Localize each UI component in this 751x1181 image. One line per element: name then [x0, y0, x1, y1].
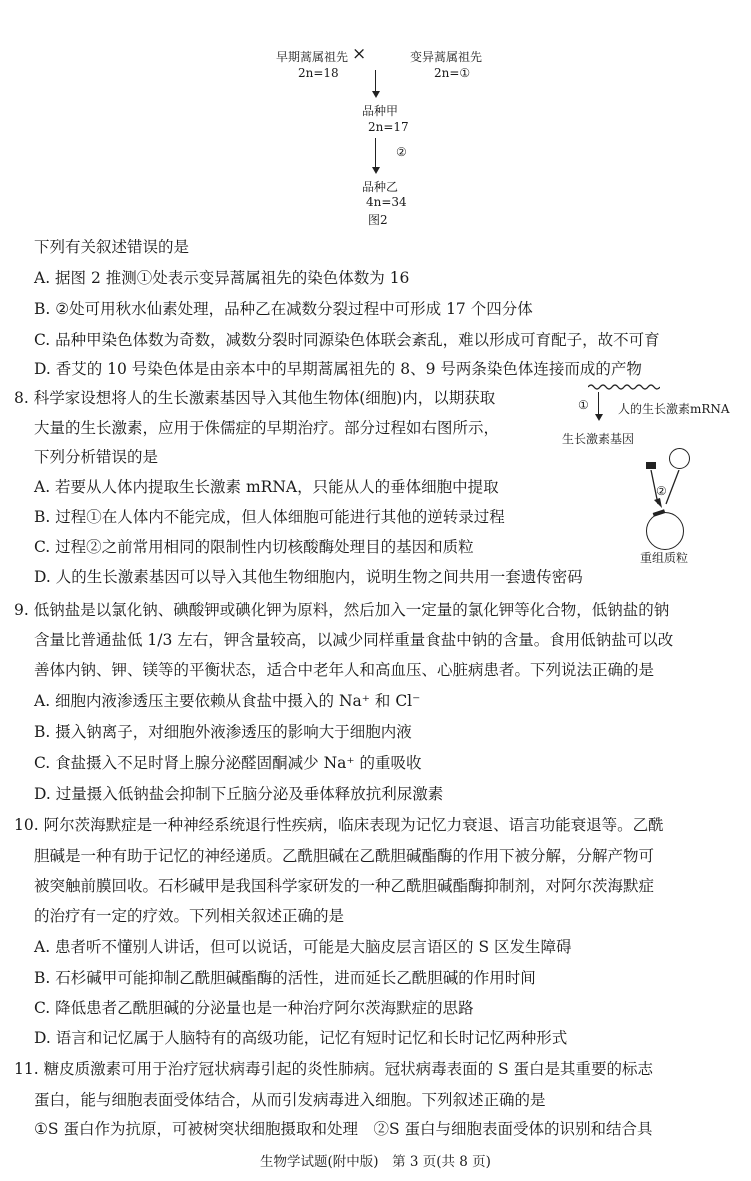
arrow-head-icon [595, 414, 603, 421]
q7-option-a: A. 据图 2 推测①处表示变异蒿属祖先的染色体数为 16 [34, 269, 410, 287]
variant-ancestor-chrom: 2n=① [434, 66, 471, 80]
page-footer: 生物学试题(附中版) 第 3 页(共 8 页) [260, 1154, 491, 1170]
q7-option-c: C. 品种甲染色体数为奇数，减数分裂时同源染色体联会紊乱，难以形成可育配子，故不可育 [34, 331, 660, 349]
q9-option-d: D. 过量摄入低钠盐会抑制下丘脑分泌及垂体释放抗利尿激素 [34, 785, 444, 803]
q11-line-2: 蛋白，能与细胞表面受体结合，从而引发病毒进入细胞。下列叙述正确的是 [34, 1091, 546, 1109]
q8-line-1: 8. 科学家设想将人的生长激素基因导入其他生物体(细胞)内，以期获取 [14, 389, 496, 407]
variety-b-label: 品种乙 [362, 180, 399, 194]
q8-option-a: A. 若要从人体内提取生长激素 mRNA，只能从人的垂体细胞中提取 [34, 478, 499, 496]
q10-line-1: 10. 阿尔茨海默症是一种神经系统退行性疾病，临床表现为记忆力衰退、语言功能衰退等。乙酰 [14, 816, 664, 834]
mrna-wave-icon [588, 383, 660, 391]
arrow-down-icon [375, 138, 376, 168]
arrow-down-icon [598, 392, 599, 416]
q10-option-c: C. 降低患者乙酰胆碱的分泌量也是一种治疗阿尔茨海默症的思路 [34, 999, 474, 1017]
recombinant-plasmid-label: 重组质粒 [640, 551, 689, 565]
step-1-mark: ① [578, 398, 589, 412]
gene-fragment-icon [646, 462, 656, 469]
recombinant-plasmid-icon [646, 512, 684, 550]
q9-line-1: 9. 低钠盐是以氯化钠、碘酸钾或碘化钾为原料，然后加入一定量的氯化钾等化合物，低钠盐的钠 [14, 601, 670, 619]
step-2-mark: ② [396, 145, 407, 159]
early-ancestor-label: 早期蒿属祖先 [276, 50, 349, 64]
q7-option-b: B. ②处可用秋水仙素处理，品种乙在减数分裂过程中可形成 17 个四分体 [34, 300, 533, 318]
q8-line-2: 大量的生长激素，应用于侏儒症的早期治疗。部分过程如右图所示， [34, 419, 500, 437]
early-ancestor-chrom: 2n=18 [298, 66, 339, 80]
q8-option-c: C. 过程②之前常用相同的限制性内切核酸酶处理目的基因和质粒 [34, 538, 474, 556]
q9-line-2: 含量比普通盐低 1/3 左右，钾含量较高，以减少同样重量食盐中钠的含量。食用低钠盐可以改 [34, 631, 674, 649]
q8-option-d: D. 人的生长激素基因可以导入其他生物细胞内，说明生物之间共用一套遗传密码 [34, 568, 583, 586]
q10-line-3: 被突触前膜回收。石杉碱甲是我国科学家研发的一种乙酰胆碱酯酶抑制剂，对阿尔茨海默症 [34, 877, 655, 895]
merge-arrows-icon [644, 470, 690, 510]
q10-option-a: A. 患者听不懂别人讲话，但可以说话，可能是大脑皮层言语区的 S 区发生障碍 [34, 938, 572, 956]
arrow-head-icon [372, 167, 380, 174]
q9-option-a: A. 细胞内液渗透压主要依赖从食盐中摄入的 Na⁺ 和 Cl⁻ [34, 692, 421, 710]
q10-option-d: D. 语言和记忆属于人脑特有的高级功能，记忆有短时记忆和长时记忆两种形式 [34, 1029, 568, 1047]
arrow-head-icon [372, 91, 380, 98]
q9-option-b: B. 摄入钠离子，对细胞外液渗透压的影响大于细胞内液 [34, 723, 412, 741]
variety-a-label: 品种甲 [362, 104, 399, 118]
q8-line-3: 下列分析错误的是 [34, 448, 159, 466]
step-2-mark: ② [656, 484, 667, 498]
cross-symbol: × [352, 44, 367, 64]
gene-label: 生长激素基因 [562, 432, 635, 446]
q8-option-b: B. 过程①在人体内不能完成，但人体细胞可能进行其他的逆转录过程 [34, 508, 505, 526]
q9-option-c: C. 食盐摄入不足时肾上腺分泌醛固酮减少 Na⁺ 的重吸收 [34, 754, 422, 772]
arrow-down-icon [375, 70, 376, 92]
q7-option-d: D. 香艾的 10 号染色体是由亲本中的早期蒿属祖先的 8、9 号两条染色体连接而成的产物 [34, 360, 642, 378]
mrna-label: 人的生长激素mRNA [618, 402, 730, 416]
q10-line-4: 的治疗有一定的疗效。下列相关叙述正确的是 [34, 907, 345, 925]
q11-line-3: ①S 蛋白作为抗原，可被树突状细胞摄取和处理 ②S 蛋白与细胞表面受体的识别和结合具 [34, 1120, 653, 1138]
q9-line-3: 善体内钠、钾、镁等的平衡状态，适合中老年人和高血压、心脏病患者。下列说法正确的是 [34, 661, 655, 679]
variety-b-chrom: 4n=34 [366, 195, 407, 209]
q10-option-b: B. 石杉碱甲可能抑制乙酰胆碱酯酶的活性，进而延长乙酰胆碱的作用时间 [34, 969, 536, 987]
variety-a-chrom: 2n=17 [368, 120, 409, 134]
figure-caption: 图2 [368, 213, 388, 227]
variant-ancestor-label: 变异蒿属祖先 [410, 50, 483, 64]
plasmid-icon [669, 448, 690, 469]
q10-line-2: 胆碱是一种有助于记忆的神经递质。乙酰胆碱在乙酰胆碱酯酶的作用下被分解，分解产物可 [34, 847, 655, 865]
q11-line-1: 11. 糖皮质激素可用于治疗冠状病毒引起的炎性肺病。冠状病毒表面的 S 蛋白是其重要的标志 [14, 1060, 654, 1078]
q7-stem: 下列有关叙述错误的是 [34, 238, 190, 256]
